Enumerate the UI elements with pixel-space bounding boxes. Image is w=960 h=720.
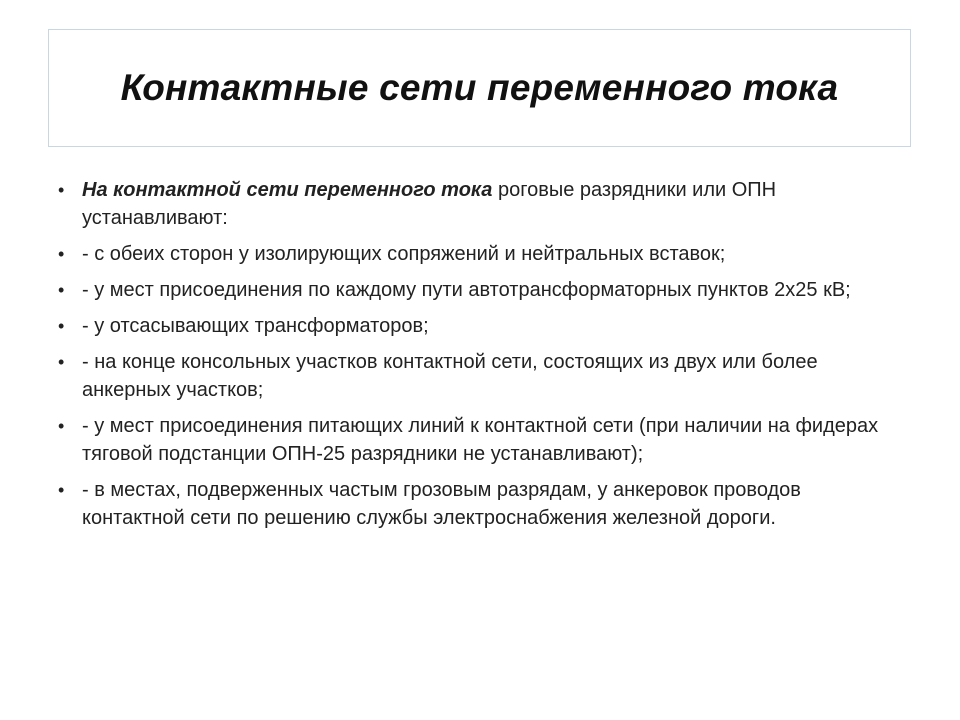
- bullet-item: [58, 240, 908, 268]
- bullet-emphasis: На контактной сети переменного тока: [82, 179, 493, 201]
- bullet-item: [58, 348, 908, 404]
- title-box: [48, 29, 911, 147]
- slide-title: Контактные сети переменного тока: [120, 67, 839, 108]
- bullet-icon: •: [58, 480, 65, 500]
- bullet-item: [58, 476, 908, 532]
- bullet-text: - на конце консольных участков контактной сети, состоящих из двух или более анкерных участков;: [82, 351, 818, 401]
- bullet-text: - у отсасывающих трансформаторов;: [82, 315, 429, 337]
- bullet-icon: •: [58, 316, 65, 336]
- bullet-text: - с обеих сторон у изолирующих сопряжений и нейтральных вставок;: [82, 243, 726, 265]
- bullet-item: [58, 312, 908, 340]
- bullet-icon: •: [58, 180, 65, 200]
- bullet-text: роговые разрядники или ОПН устанавливают:: [82, 179, 777, 229]
- bullet-icon: •: [58, 416, 65, 436]
- bullet-item: [58, 176, 908, 232]
- bullet-item: [58, 412, 908, 468]
- bullet-list: [58, 176, 908, 540]
- bullet-icon: •: [58, 280, 65, 300]
- bullet-icon: •: [58, 244, 65, 264]
- bullet-text: - в местах, подверженных частым грозовым разрядам, у анкеровок проводов контактной сети по решению службы электроснабжения железной дороги.: [82, 479, 801, 529]
- bullet-icon: •: [58, 352, 65, 372]
- bullet-text: - у мест присоединения по каждому пути автотрансформаторных пунктов 2х25 кВ;: [82, 279, 851, 301]
- bullet-text: - у мест присоединения питающих линий к контактной сети (при наличии на фидерах тяговой подстанции ОПН-25 разрядники не устанавливают);: [82, 415, 879, 465]
- bullet-item: [58, 276, 908, 304]
